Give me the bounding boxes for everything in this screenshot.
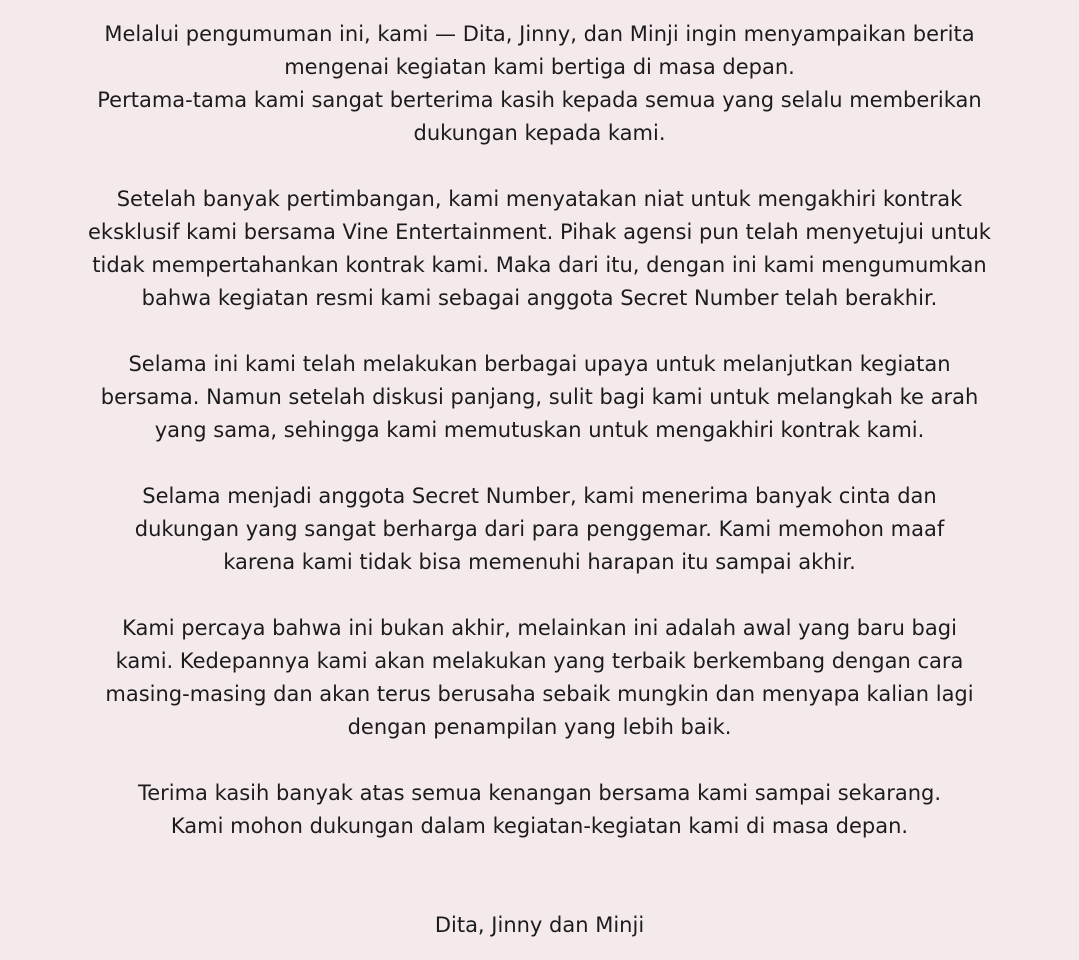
text-line: Kami mohon dukungan dalam kegiatan-kegiatan kami di masa depan. [170, 814, 909, 838]
announcement-letter [0, 18, 1079, 876]
text-line: bersama. Namun setelah diskusi panjang, sulit bagi kami untuk melangkah ke arah [100, 385, 979, 409]
text-line: kami. Kedepannya kami akan melakukan yang terbaik berkembang dengan cara [115, 649, 964, 673]
text-line: bahwa kegiatan resmi kami sebagai anggota Secret Number telah berakhir. [141, 286, 938, 310]
text-line: eksklusif kami bersama Vine Entertainment. Pihak agensi pun telah menyetujui untuk [88, 220, 991, 244]
paragraph-thanks [0, 777, 1079, 843]
text-line: mengenai kegiatan kami bertiga di masa depan. [284, 55, 795, 79]
text-line: Pertama-tama kami sangat berterima kasih kepada semua yang selalu memberikan [97, 88, 982, 112]
text-line: karena kami tidak bisa memenuhi harapan itu sampai akhir. [223, 550, 856, 574]
paragraph-future [0, 612, 1079, 744]
text-line: Terima kasih banyak atas semua kenangan bersama kami sampai sekarang. [137, 781, 942, 805]
text-line: dukungan kepada kami. [413, 121, 666, 145]
paragraph-contract [0, 183, 1079, 315]
paragraph-apology [0, 480, 1079, 579]
text-line: tidak mempertahankan kontrak kami. Maka dari itu, dengan ini kami mengumumkan [92, 253, 987, 277]
text-line: yang sama, sehingga kami memutuskan untuk mengakhiri kontrak kami. [154, 418, 925, 442]
text-line: Selama menjadi anggota Secret Number, kami menerima banyak cinta dan [142, 484, 937, 508]
paragraph-intro [0, 18, 1079, 150]
text-line: masing-masing dan akan terus berusaha sebaik mungkin dan menyapa kalian lagi [105, 682, 974, 706]
text-line: dukungan yang sangat berharga dari para penggemar. Kami memohon maaf [134, 517, 945, 541]
text-line: Kami percaya bahwa ini bukan akhir, melainkan ini adalah awal yang baru bagi [122, 616, 957, 640]
text-line: dengan penampilan yang lebih baik. [347, 715, 732, 739]
paragraph-efforts [0, 348, 1079, 447]
text-line: Selama ini kami telah melakukan berbagai upaya untuk melanjutkan kegiatan [128, 352, 951, 376]
signature: Dita, Jinny dan Minji [434, 913, 645, 937]
text-line: Melalui pengumuman ini, kami — Dita, Jinny, dan Minji ingin menyampaikan berita [104, 22, 975, 46]
text-line: Setelah banyak pertimbangan, kami menyatakan niat untuk mengakhiri kontrak [116, 187, 963, 211]
